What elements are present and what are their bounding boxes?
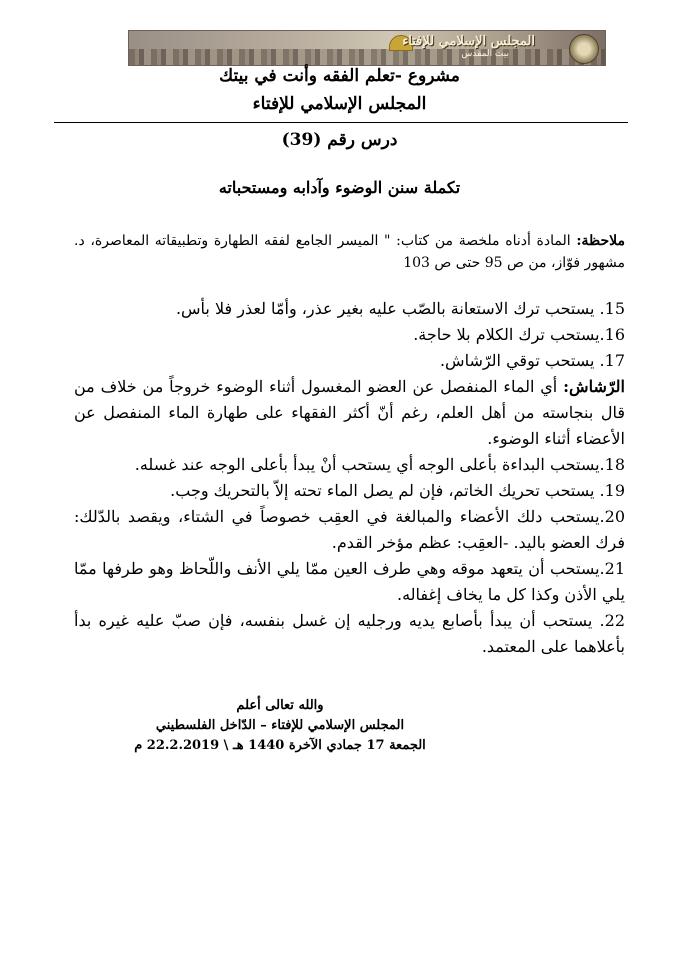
- lesson-number: درس رقم (39): [281, 130, 398, 150]
- note-label: ملاحظة:: [576, 233, 625, 249]
- issuer-line: المجلس الإسلامي للإفتاء – الدّاخل الفلسطيني: [155, 718, 405, 733]
- closing-line: والله تعالى أعلم: [236, 698, 324, 713]
- header-banner: [128, 30, 606, 66]
- signature-block: [100, 696, 460, 756]
- lesson-body: [74, 296, 625, 660]
- item-21: 21.يستحب أن يتعهد موقه وهي طرف العين ممّا يلي الأنف واللّحاظ وهو طرفها ممّا يلي الأذن وكذا كل ما يخاف إغفاله.: [74, 559, 625, 604]
- item-22: 22. يستحب أن يبدأ بأصابع يديه ورجليه إن غسل بنفسه، فإن صبّ عليه غيره بدأ بأعلاهما على المعتمد.: [74, 611, 625, 656]
- header-divider: [54, 122, 628, 123]
- banner-title: المجلس الإسلامي للإفتاء: [402, 34, 535, 49]
- rashash-text: أي الماء المنفصل عن العضو المغسول أثناء الوضوء خروجاً من خلاف من قال بنجاسته من أهل العلم، رغم أنّ أكثر الفقهاء على طهارة الماء المنفصل عن الأعضاء أثناء الوضوء.: [74, 377, 625, 448]
- rashash-label: الرّشاش:: [563, 377, 625, 396]
- note-text: المادة أدناه ملخصة من كتاب: " الميسر الجامع لفقه الطهارة وتطبيقاته المعاصرة، د. مشهور فوّاز، من ص 95 حتى ص 103: [74, 233, 625, 271]
- council-seal-icon: [569, 34, 599, 64]
- source-note: [74, 230, 625, 274]
- item-15: 15. يستحب ترك الاستعانة بالصّب عليه بغير عذر، وأمّا لعذر فلا بأس.: [175, 299, 625, 318]
- item-20: 20.يستحب دلك الأعضاء والمبالغة في العقِب خصوصاً في الشتاء، ويقصد بالدّلك: فرك العضو باليد. -العقِب: عظم مؤخر القدم.: [74, 507, 625, 552]
- item-16: 16.يستحب ترك الكلام بلا حاجة.: [413, 325, 625, 344]
- jerusalem-skyline-image: [129, 49, 605, 65]
- banner-subtitle: بيت المقدس: [461, 49, 509, 59]
- council-name: المجلس الإسلامي للإفتاء: [252, 94, 427, 114]
- project-title: مشروع -تعلم الفقه وأنت في بيتك: [219, 66, 460, 86]
- item-19: 19. يستحب تحريك الخاتم، فإن لم يصل الماء تحته إلاّ بالتحريك وجب.: [170, 481, 625, 500]
- item-17: 17. يستحب توقي الرّشاش.: [439, 351, 625, 370]
- rashash-definition: [74, 374, 625, 452]
- item-18: 18.يستحب البداءة بأعلى الوجه أي يستحب أنْ يبدأ بأعلى الوجه عند غسله.: [134, 455, 625, 474]
- lesson-topic: تكملة سنن الوضوء وآدابه ومستحباته: [218, 178, 461, 197]
- date-line: الجمعة 17 جمادي الآخرة 1440 هـ \ 22.2.2019 م: [134, 738, 426, 753]
